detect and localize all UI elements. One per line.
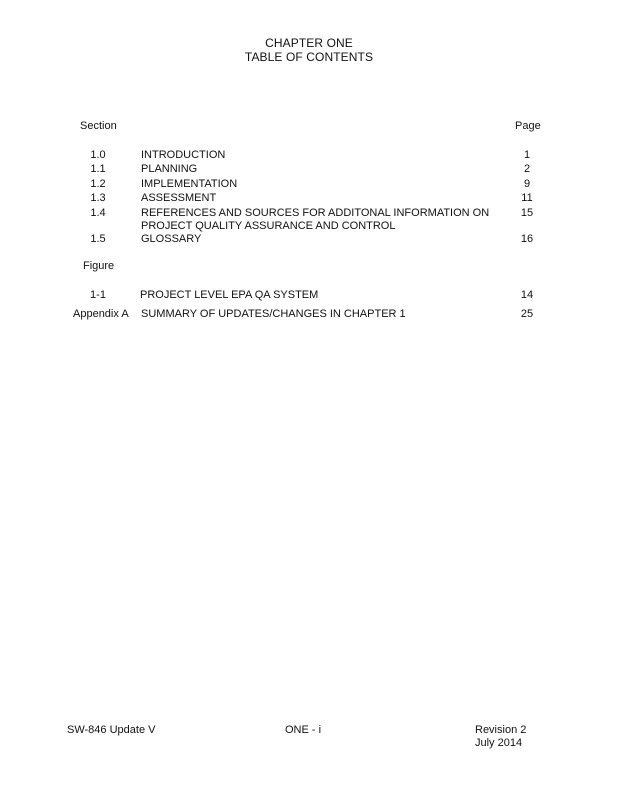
toc-title: TABLE OF CONTENTS — [244, 50, 374, 64]
section-page: 11 — [521, 192, 533, 204]
figure-page: 14 — [520, 289, 534, 301]
appendix-page: 25 — [520, 308, 534, 320]
section-number: 1.3 — [90, 192, 106, 204]
section-title-continued: PROJECT QUALITY ASSURANCE AND CONTROL — [141, 220, 396, 232]
figure-number: 1-1 — [90, 289, 106, 301]
footer-page-number: ONE - i — [285, 724, 322, 736]
appendix-label: Appendix A — [73, 308, 129, 320]
section-page: 16 — [520, 233, 534, 245]
section-title: ASSESSMENT — [141, 192, 217, 204]
footer-revision: Revision 2 — [475, 724, 527, 736]
chapter-title: CHAPTER ONE — [265, 36, 353, 50]
section-title: PLANNING — [141, 163, 198, 175]
appendix-title: SUMMARY OF UPDATES/CHANGES IN CHAPTER 1 — [141, 308, 406, 320]
section-page: 2 — [523, 163, 531, 175]
footer-date: July 2014 — [475, 737, 523, 749]
page-column-header: Page — [515, 120, 541, 132]
figure-column-header: Figure — [83, 260, 115, 272]
section-number: 1.2 — [90, 178, 106, 190]
section-title: REFERENCES AND SOURCES FOR ADDITONAL INFORMATION ON — [141, 207, 490, 219]
section-title: GLOSSARY — [141, 233, 202, 245]
footer-document-id: SW-846 Update V — [67, 724, 156, 736]
section-number: 1.5 — [90, 233, 106, 245]
section-number: 1.1 — [90, 163, 106, 175]
section-page: 9 — [523, 178, 531, 190]
section-number: 1.4 — [90, 207, 106, 219]
section-title: IMPLEMENTATION — [141, 178, 238, 190]
section-column-header: Section — [80, 120, 117, 132]
section-page: 1 — [523, 149, 531, 161]
section-page: 15 — [520, 207, 534, 219]
figure-title: PROJECT LEVEL EPA QA SYSTEM — [140, 289, 319, 301]
section-title: INTRODUCTION — [141, 149, 226, 161]
section-number: 1.0 — [90, 149, 106, 161]
